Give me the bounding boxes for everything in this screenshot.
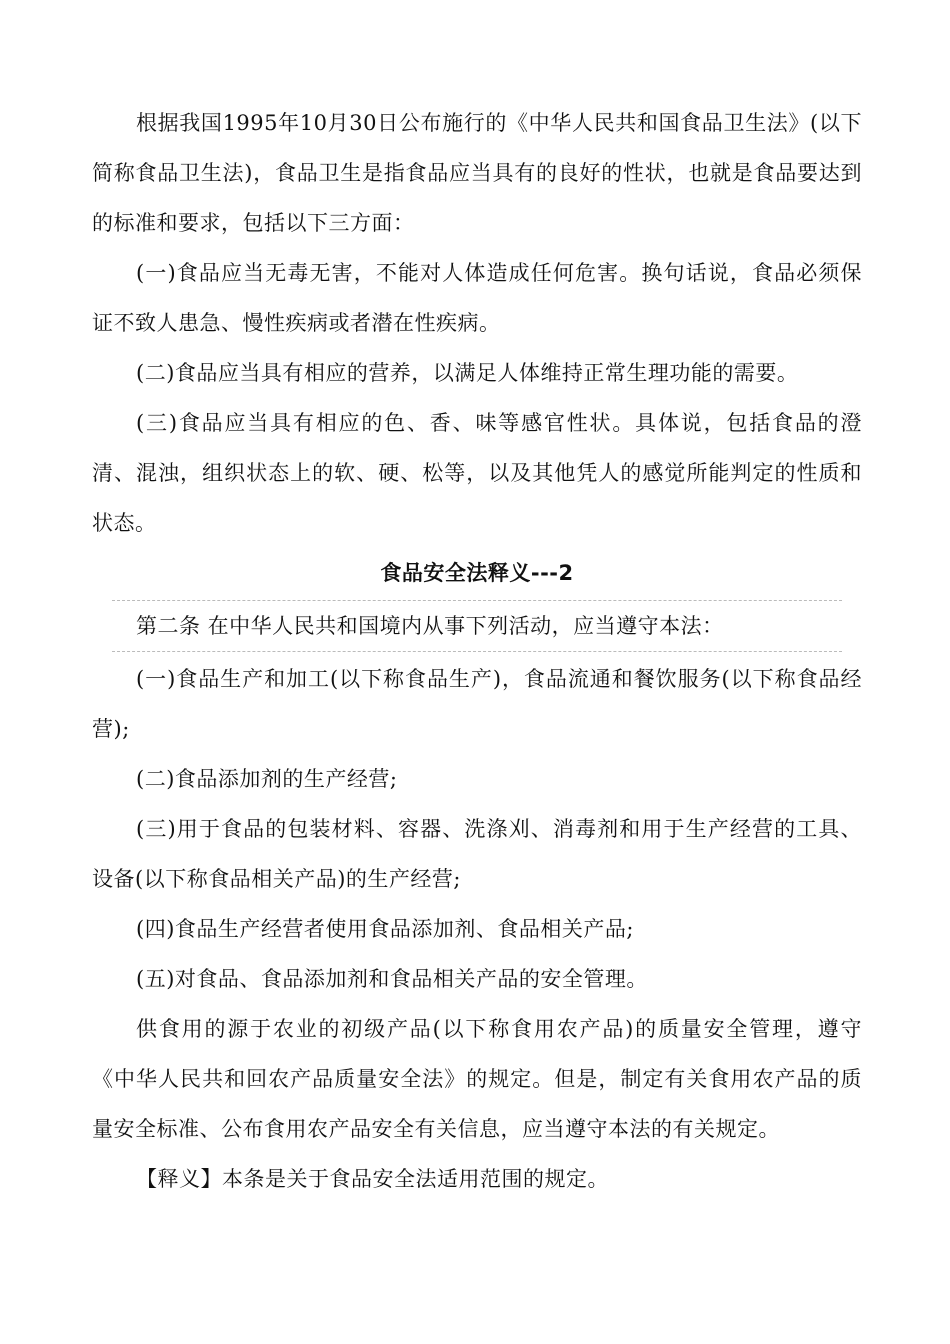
document-page xyxy=(92,98,862,1204)
requirement-item-3: (三)食品应当具有相应的色、香、味等感官性状。具体说，包括食品的澄清、混浊，组织状态上的软、硬、松等，以及其他凭人的感觉所能判定的性质和状态。 xyxy=(92,411,862,535)
section-title: 食品安全法释义---2 xyxy=(380,561,574,585)
interpretation-paragraph: 【释义】本条是关于食品安全法适用范围的规定。 xyxy=(136,1167,609,1191)
divider-bottom xyxy=(112,651,842,652)
requirement-item-2: (二)食品应当具有相应的营养，以满足人体维持正常生理功能的需要。 xyxy=(136,361,799,385)
activity-item-3: (三)用于食品的包装材料、容器、洗涤刈、消毒剂和用于生产经营的工具、设备(以下称食品相关产品)的生产经营; xyxy=(92,817,862,891)
activity-item-1: (一)食品生产和加工(以下称食品生产)，食品流通和餐饮服务(以下称食品经营); xyxy=(92,667,862,741)
activity-item-5: (五)对食品、食品添加剂和食品相关产品的安全管理。 xyxy=(136,967,648,991)
activity-item-4: (四)食品生产经营者使用食品添加剂、食品相关产品; xyxy=(136,917,634,941)
divider-top xyxy=(112,600,842,601)
article-line: 第二条 在中华人民共和国境内从事下列活动，应当遵守本法： xyxy=(136,614,724,638)
closing-paragraph: 供食用的源于农业的初级产品(以下称食用农产品)的质量安全管理，遵守《中华人民共和回农产品质量安全法》的规定。但是，制定有关食用农产品的质量安全标准、公布食用农产品安全有关信息，应当遵守本法的有关规定。 xyxy=(92,1017,862,1141)
intro-paragraph: 根据我国1995年10月30日公布施行的《中华人民共和国食品卫生法》(以下简称食品卫生法)，食品卫生是指食品应当具有的良好的性状，也就是食品要达到的标准和要求，包括以下三方面： xyxy=(92,111,862,235)
requirement-item-1: (一)食品应当无毒无害，不能对人体造成任何危害。换句话说，食品必须保证不致人患急、慢性疾病或者潜在性疾病。 xyxy=(92,261,862,335)
activity-item-2: (二)食品添加剂的生产经营; xyxy=(136,767,398,791)
